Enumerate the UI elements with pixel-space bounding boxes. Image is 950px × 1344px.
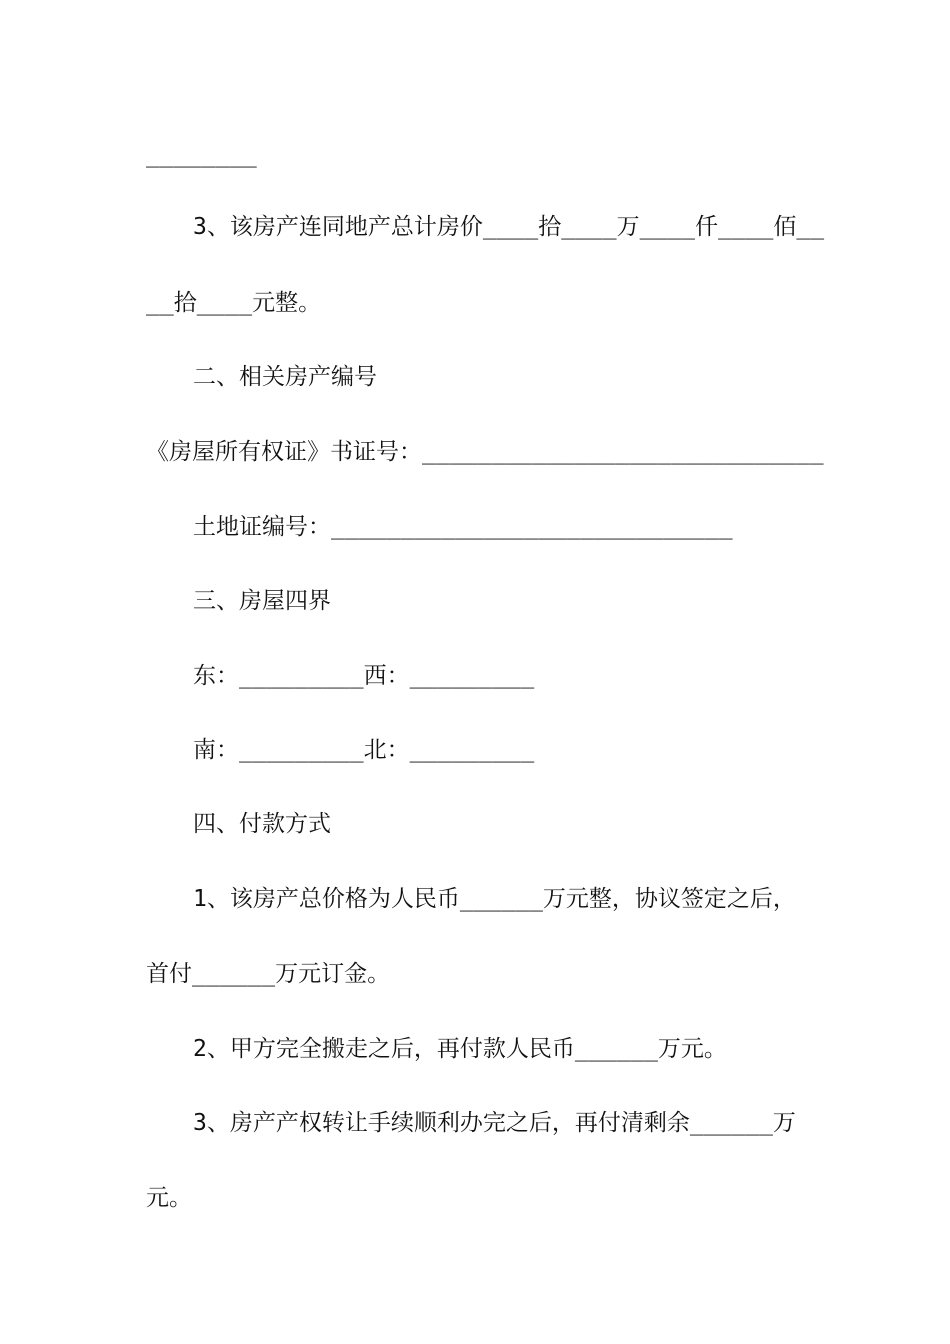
section-heading-property-numbers: 二、相关房产编号	[193, 364, 377, 390]
section-heading-payment: 四、付款方式	[193, 811, 331, 837]
ownership-certificate-number: 《房屋所有权证》书证号：_____________________________	[146, 439, 824, 465]
blank-line-continuation: ________	[146, 142, 257, 168]
clause-total-price-line1: 3、该房产连同地产总计房价____拾____万____仟____佰__	[193, 214, 825, 240]
section-heading-boundaries: 三、房屋四界	[193, 588, 331, 614]
boundary-east-west: 东：_________西：_________	[193, 663, 535, 689]
payment-clause-1-line1: 1、该房产总价格为人民币______万元整，协议签定之后，	[193, 886, 796, 912]
boundary-south-north: 南：_________北：_________	[193, 737, 535, 763]
payment-clause-3-line1: 3、房产产权转让手续顺利办完之后，再付清剩余______万	[193, 1110, 796, 1136]
payment-clause-1-line2: 首付______万元订金。	[146, 961, 391, 987]
clause-total-price-line2: __拾____元整。	[146, 290, 322, 316]
land-certificate-number: 土地证编号：_____________________________	[193, 514, 733, 540]
payment-clause-2: 2、甲方完全搬走之后，再付款人民币______万元。	[193, 1036, 727, 1062]
payment-clause-3-line2: 元。	[146, 1185, 192, 1211]
